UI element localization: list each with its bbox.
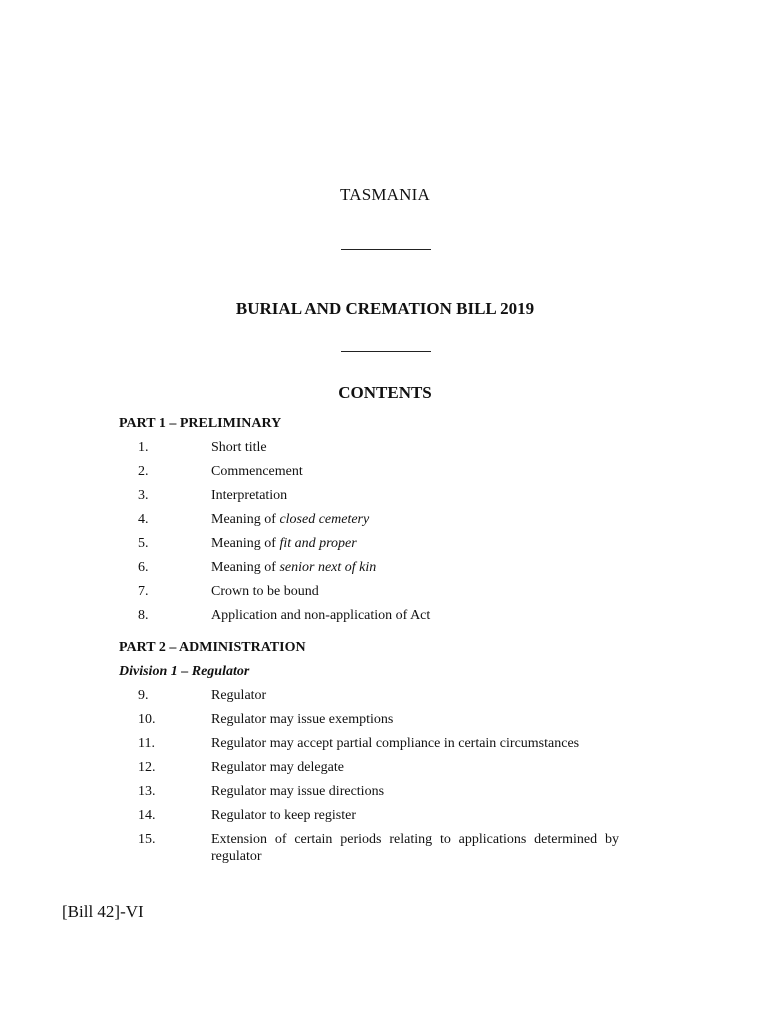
toc-entry xyxy=(119,783,619,800)
separator-rule xyxy=(341,249,431,250)
section-number: 9. xyxy=(138,688,149,703)
toc-entry xyxy=(119,559,619,576)
toc-entry xyxy=(119,807,619,824)
toc-entry xyxy=(119,439,619,456)
section-title: Crown to be bound xyxy=(211,584,319,599)
defined-term: closed cemetery xyxy=(279,512,370,527)
section-number: 1. xyxy=(138,440,149,455)
bill-title: BURIAL AND CREMATION BILL 2019 xyxy=(235,299,535,318)
section-number: 12. xyxy=(138,760,156,775)
bill-number: [Bill 42]-VI xyxy=(62,902,144,921)
section-title: Regulator xyxy=(211,688,267,703)
defined-term: fit and proper xyxy=(279,536,357,551)
division-heading: Division 1 – Regulator xyxy=(119,664,250,679)
section-number: 5. xyxy=(138,536,149,551)
defined-term: senior next of kin xyxy=(279,560,377,575)
section-title: Meaning of fit and proper xyxy=(211,536,357,551)
toc-entry xyxy=(119,687,619,704)
toc-entry xyxy=(119,831,619,865)
toc-entry xyxy=(119,711,619,728)
section-title: Application and non-application of Act xyxy=(211,608,431,623)
table-of-contents xyxy=(119,415,619,872)
section-title: Regulator may accept partial compliance in certain circumstances xyxy=(211,736,580,751)
section-number: 15. xyxy=(138,832,156,847)
toc-entry xyxy=(119,463,619,480)
section-number: 11. xyxy=(138,736,155,751)
section-number: 7. xyxy=(138,584,149,599)
section-number: 6. xyxy=(138,560,149,575)
section-title: Regulator may issue directions xyxy=(211,784,385,799)
section-number: 4. xyxy=(138,512,149,527)
toc-entry xyxy=(119,511,619,528)
toc-entry xyxy=(119,735,619,752)
jurisdiction-heading: TASMANIA xyxy=(340,185,430,204)
section-title: Interpretation xyxy=(211,488,288,503)
separator-rule xyxy=(341,351,431,352)
toc-entry xyxy=(119,759,619,776)
section-title: Meaning of closed cemetery xyxy=(211,512,370,527)
section-title: Regulator to keep register xyxy=(211,808,357,823)
toc-entry xyxy=(119,487,619,504)
section-title: Regulator may issue exemptions xyxy=(211,712,394,727)
part-heading: PART 1 – PRELIMINARY xyxy=(119,416,282,431)
section-number: 13. xyxy=(138,784,156,799)
section-title: Regulator may delegate xyxy=(211,760,344,775)
section-number: 14. xyxy=(138,808,156,823)
part-heading: PART 2 – ADMINISTRATION xyxy=(119,640,306,655)
section-title: Short title xyxy=(211,440,267,455)
section-title: Extension of certain periods relating to applications determined by regulator xyxy=(211,832,619,864)
section-number: 3. xyxy=(138,488,149,503)
contents-heading: CONTENTS xyxy=(338,383,432,402)
toc-entry xyxy=(119,607,619,624)
section-number: 2. xyxy=(138,464,149,479)
toc-entry xyxy=(119,583,619,600)
section-number: 10. xyxy=(138,712,156,727)
section-number: 8. xyxy=(138,608,149,623)
toc-entry xyxy=(119,535,619,552)
section-title: Commencement xyxy=(211,464,303,479)
section-title: Meaning of senior next of kin xyxy=(211,560,377,575)
